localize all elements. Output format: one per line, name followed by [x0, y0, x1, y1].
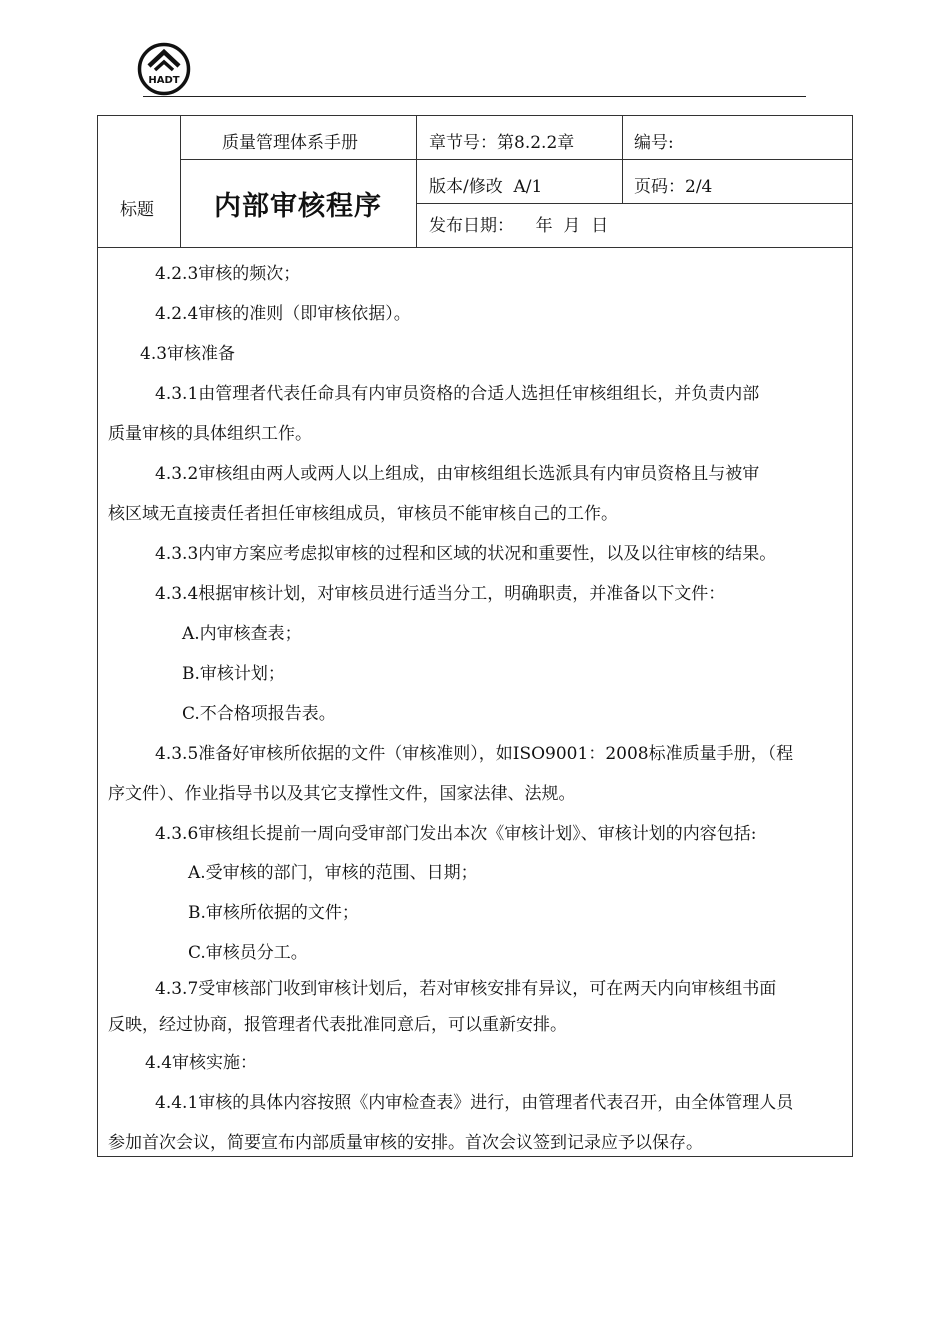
document-frame — [97, 115, 853, 1157]
grid-line — [416, 116, 417, 247]
header-rule — [143, 96, 806, 97]
list-item: A.内审核查表； — [182, 624, 302, 644]
list-item: B.审核计划； — [182, 664, 285, 684]
text-line: 4.3.6审核组长提前一周向受审部门发出本次《审核计划》、审核计划的内容包括: — [155, 824, 757, 844]
list-item: C.审核员分工。 — [188, 943, 308, 963]
text-line: 4.4.1审核的具体内容按照《内审检查表》进行，由管理者代表召开，由全体管理人员 — [155, 1093, 794, 1113]
section-heading: 4.4审核实施： — [145, 1053, 258, 1073]
list-item: A.受审核的部门，审核的范围、日期； — [188, 863, 478, 883]
chapter-number: 章节号：第8.2.2章 — [429, 133, 575, 153]
version-revision: 版本/修改 A/1 — [429, 177, 543, 197]
text-line: 4.3.5准备好审核所依据的文件（审核准则），如ISO9001：2008标准质量手册，（程 — [155, 744, 794, 764]
grid-line — [180, 159, 853, 160]
text-line: 4.3.3内审方案应考虑拟审核的过程和区域的状况和重要性，以及以往审核的结果。 — [155, 544, 777, 564]
section-heading: 4.3审核准备 — [140, 344, 236, 364]
grid-line — [416, 203, 853, 204]
document-number: 编号: — [634, 133, 674, 153]
text-line: 参加首次会议，简要宣布内部质量审核的安排。首次会议签到记录应予以保存。 — [108, 1133, 703, 1153]
text-line: 质量审核的具体组织工作。 — [108, 424, 312, 444]
text-line: 序文件）、作业指导书以及其它支撑性文件，国家法律、法规。 — [108, 784, 576, 804]
title-label: 标题 — [120, 200, 154, 220]
text-line: 4.3.4根据审核计划，对审核员进行适当分工，明确职责，并准备以下文件： — [155, 584, 726, 604]
grid-line — [180, 116, 181, 247]
text-line: 反映，经过协商，报管理者代表批准同意后，可以重新安排。 — [108, 1015, 567, 1035]
manual-title: 质量管理体系手册 — [222, 133, 358, 153]
grid-line — [98, 247, 853, 248]
logo-text: HADT — [148, 75, 180, 86]
text-line: 4.3.7受审核部门收到审核计划后，若对审核安排有异议，可在两天内向审核组书面 — [155, 979, 777, 999]
text-line: 4.3.2审核组由两人或两人以上组成，由审核组组长选派具有内审员资格且与被审 — [155, 464, 760, 484]
text-line: 4.2.3审核的频次； — [155, 264, 301, 284]
document-title: 内部审核程序 — [214, 191, 382, 222]
list-item: B.审核所依据的文件； — [188, 903, 359, 923]
text-line: 核区域无直接责任者担任审核组成员，审核员不能审核自己的工作。 — [108, 504, 618, 524]
text-line: 4.2.4审核的准则（即审核依据）。 — [155, 304, 411, 324]
company-logo — [137, 42, 191, 96]
list-item: C.不合格项报告表。 — [182, 704, 336, 724]
issue-date: 发布日期： 年 月 日 — [429, 216, 609, 236]
page-number: 页码：2/4 — [634, 177, 713, 197]
text-line: 4.3.1由管理者代表任命具有内审员资格的合适人选担任审核组组长，并负责内部 — [155, 384, 760, 404]
